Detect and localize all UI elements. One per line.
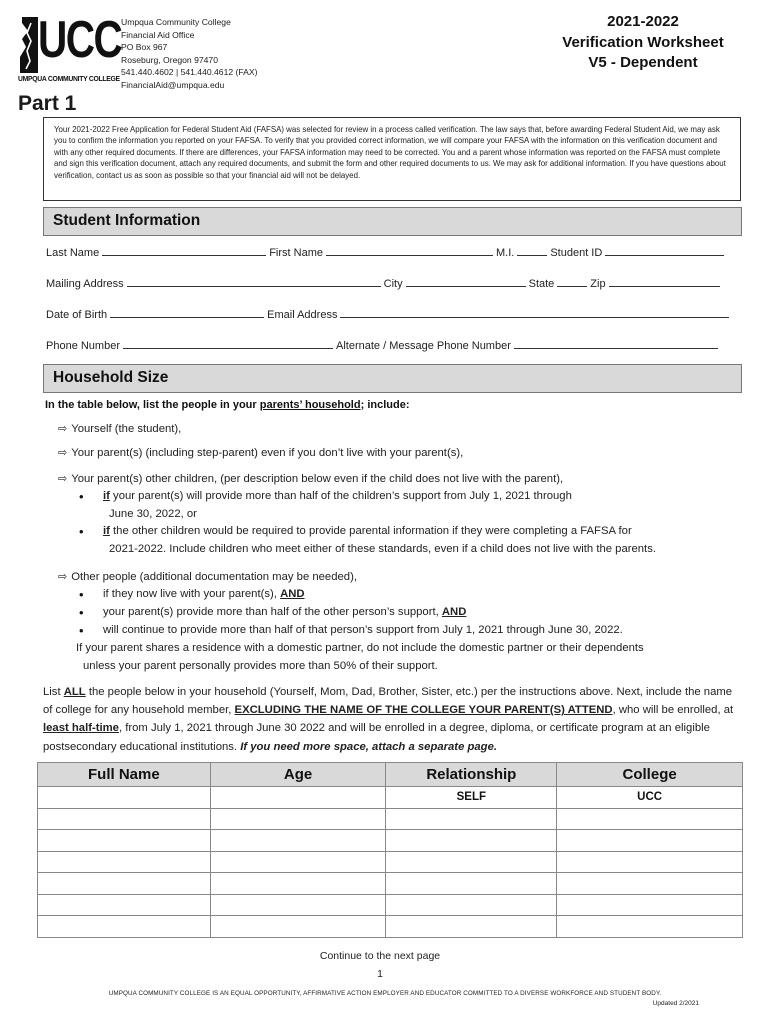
table-cell[interactable] xyxy=(38,894,211,916)
student-info-heading: Student Information xyxy=(43,207,742,236)
address-row xyxy=(46,277,740,290)
table-cell[interactable] xyxy=(38,830,211,852)
office-address xyxy=(121,16,258,92)
household-lead-text: In the table below, list the people in your xyxy=(45,399,260,411)
sub-item xyxy=(103,588,305,600)
table-cell[interactable] xyxy=(38,787,211,809)
instructions-paragraph xyxy=(43,683,743,756)
email-label: Email Address xyxy=(267,309,338,321)
table-cell[interactable]: UCC xyxy=(557,787,743,809)
bullet-icon: • xyxy=(79,605,84,620)
bullet-icon: • xyxy=(79,587,84,602)
form-subtitle: V5 - Dependent xyxy=(588,54,698,71)
intro-box: Your 2021-2022 Free Application for Federal Student Aid (FAFSA) was selected for review in a process called verification. The law says that, before awarding Federal Student Aid, we may ask you to confirm the information you reported on your FAFSA. To verify that you provided correct information, we will compare your FAFSA with the information on this verification document and with any other required documents. If there are differences, your FAFSA information may need to be corrected. You and a parent whose information was reported on the FAFSA must complete and sign this verification document, attach any required documents, and submit the form and other required documents to us. We may ask for additional information. If you have questions about verification, contact us as soon as possible so that your financial aid will not be delayed. xyxy=(43,117,741,201)
household-lead xyxy=(45,399,409,411)
table-cell[interactable] xyxy=(557,916,743,938)
para-text: the people below in your household (Yourself, Mom, Dad, Brother, Sister, etc.) per the instructions above. Next, include the name of college for any household member, xyxy=(43,686,733,717)
column-header-full-name: Full Name xyxy=(38,763,211,787)
table-cell[interactable] xyxy=(210,851,386,873)
list-item xyxy=(58,446,463,459)
sub-item-text: your parent(s) will provide more than half of the children’s support from July 1, 2021 through xyxy=(109,490,572,502)
table-cell[interactable] xyxy=(210,916,386,938)
list-item xyxy=(58,570,357,583)
alt-phone-label: Alternate / Message Phone Number xyxy=(336,340,511,352)
college-logo xyxy=(18,11,122,87)
updated-date: Updated 2/2021 xyxy=(652,1000,699,1007)
list-item-text: Your parent(s) (including step-parent) even if you don’t live with your parent(s), xyxy=(71,447,464,459)
list-item xyxy=(58,422,181,435)
dob-row xyxy=(46,308,740,321)
bullet-icon: • xyxy=(79,489,84,504)
bullet-icon: • xyxy=(79,524,84,539)
para-italic-note: If you need more space, attach a separate page. xyxy=(240,740,497,753)
household-lead-text-end: ; include: xyxy=(360,399,410,411)
sub-item: will continue to provide more than half of that person’s support from July 1, 2021 through June 30, 2022. xyxy=(103,624,623,636)
sub-item-emphasis: if xyxy=(103,525,110,537)
mailing-address-label: Mailing Address xyxy=(46,278,124,290)
table-row xyxy=(38,894,743,916)
table-header-row xyxy=(38,763,743,787)
state-label: State xyxy=(528,278,555,290)
state-field[interactable] xyxy=(557,277,587,287)
list-item-text: Your parent(s) other children, (per description below even if the child does not live with the parent), xyxy=(71,473,564,485)
mi-label: M.I. xyxy=(495,247,515,259)
table-cell[interactable] xyxy=(38,916,211,938)
table-cell[interactable] xyxy=(557,894,743,916)
tree-emblem-icon xyxy=(18,17,38,73)
phone-label: Phone Number xyxy=(46,340,120,352)
table-row xyxy=(38,830,743,852)
equal-opportunity-statement: UMPQUA COMMUNITY COLLEGE IS AN EQUAL OPPORTUNITY, AFFIRMATIVE ACTION EMPLOYER AND EDUCATOR COMMITTED TO A DIVERSE WORKFORCE AND STUDENT BODY. xyxy=(108,990,662,997)
sub-item-text: your parent(s) provide more than half of the other person’s support, xyxy=(103,606,442,618)
para-text: , from July 1, 2021 through June 30 2022 and will be enrolled in a degree, diploma, or certificate program at an eligible postsecondary educational institutions. xyxy=(43,722,710,753)
household-table xyxy=(37,762,743,938)
table-cell[interactable] xyxy=(38,851,211,873)
list-item xyxy=(58,472,563,485)
table-cell[interactable] xyxy=(386,873,557,895)
first-name-field[interactable] xyxy=(326,246,493,256)
zip-label: Zip xyxy=(590,278,606,290)
name-row xyxy=(46,246,740,259)
para-emphasis: least half-time xyxy=(43,722,119,735)
table-cell[interactable]: SELF xyxy=(386,787,557,809)
column-header-relationship: Relationship xyxy=(386,763,557,787)
table-cell[interactable] xyxy=(210,873,386,895)
domestic-partner-note: If your parent shares a residence with a domestic partner, do not include the domestic partner or their dependents xyxy=(76,642,644,654)
para-text: , who will be enrolled, at xyxy=(612,704,734,717)
table-row xyxy=(38,787,743,809)
arrow-icon: ⇨ xyxy=(58,571,68,583)
city-field[interactable] xyxy=(406,277,526,287)
phone-field[interactable] xyxy=(123,339,333,349)
table-cell[interactable] xyxy=(38,873,211,895)
table-cell[interactable] xyxy=(210,808,386,830)
mi-field[interactable] xyxy=(517,246,547,256)
form-year: 2021-2022 xyxy=(607,13,679,30)
column-header-age: Age xyxy=(210,763,386,787)
address-line: Financial Aid Office xyxy=(121,29,195,40)
list-item-text: Yourself (the student), xyxy=(71,423,182,435)
para-text: List xyxy=(43,686,64,698)
last-name-field[interactable] xyxy=(102,246,266,256)
table-cell[interactable] xyxy=(210,787,386,809)
city-label: City xyxy=(383,278,403,290)
student-id-field[interactable] xyxy=(605,246,724,256)
para-emphasis: EXCLUDING THE NAME OF THE COLLEGE YOUR PARENT(S) ATTEND xyxy=(234,704,613,717)
sub-item xyxy=(103,606,466,618)
table-cell[interactable] xyxy=(557,830,743,852)
sub-item-cont: June 30, 2022, or xyxy=(109,508,197,520)
mailing-address-field[interactable] xyxy=(127,277,381,287)
address-line: 541.440.4602 | 541.440.4612 (FAX) xyxy=(121,67,258,78)
last-name-label: Last Name xyxy=(46,247,100,259)
table-cell[interactable] xyxy=(386,808,557,830)
alt-phone-field[interactable] xyxy=(514,339,718,349)
household-lead-underlined: parents’ household xyxy=(259,399,361,411)
email-field[interactable] xyxy=(340,308,729,318)
dob-field[interactable] xyxy=(110,308,264,318)
table-cell[interactable] xyxy=(557,808,743,830)
continue-note: Continue to the next page xyxy=(319,950,441,962)
address-line: Roseburg, Oregon 97470 xyxy=(121,54,218,65)
table-row xyxy=(38,808,743,830)
table-row xyxy=(38,916,743,938)
address-line: PO Box 967 xyxy=(121,42,168,53)
zip-field[interactable] xyxy=(609,277,720,287)
table-cell[interactable] xyxy=(210,894,386,916)
table-cell[interactable] xyxy=(386,894,557,916)
table-cell[interactable] xyxy=(386,830,557,852)
table-cell[interactable] xyxy=(210,830,386,852)
address-email: FinancialAid@umpqua.edu xyxy=(121,79,225,90)
sub-item xyxy=(103,525,632,537)
table-cell[interactable] xyxy=(557,873,743,895)
student-id-label: Student ID xyxy=(550,247,603,259)
bullet-icon: • xyxy=(79,623,84,638)
table-cell[interactable] xyxy=(38,808,211,830)
sub-item-emphasis: if xyxy=(103,490,110,502)
phone-row xyxy=(46,339,740,352)
logo-letters: UCC xyxy=(38,11,122,69)
table-row xyxy=(38,873,743,895)
sub-item-cont: 2021-2022. Include children who meet either of these standards, even if a child does not live with the parents. xyxy=(109,543,656,555)
sub-item-emphasis: AND xyxy=(280,588,305,600)
arrow-icon: ⇨ xyxy=(58,423,68,435)
sub-item xyxy=(103,490,572,502)
sub-item-emphasis: AND xyxy=(441,606,467,618)
form-title-block xyxy=(540,12,746,74)
para-emphasis: ALL xyxy=(63,686,86,698)
table-cell[interactable] xyxy=(557,851,743,873)
first-name-label: First Name xyxy=(269,247,323,259)
table-row xyxy=(38,851,743,873)
dob-label: Date of Birth xyxy=(46,309,108,321)
household-heading: Household Size xyxy=(43,364,742,393)
arrow-icon: ⇨ xyxy=(58,473,68,485)
list-item-text: Other people (additional documentation may be needed), xyxy=(71,571,357,583)
part-heading: Part 1 xyxy=(18,92,77,115)
sub-item-text: the other children would be required to provide parental information if they were completing a FAFSA for xyxy=(109,525,632,537)
column-header-college: College xyxy=(557,763,743,787)
arrow-icon: ⇨ xyxy=(58,447,68,459)
page-number: 1 xyxy=(377,968,383,980)
address-line: Umpqua Community College xyxy=(121,17,231,27)
table-cell[interactable] xyxy=(386,851,557,873)
form-title: Verification Worksheet xyxy=(562,33,724,51)
domestic-partner-note-cont: unless your parent personally provides more than 50% of their support. xyxy=(83,660,438,672)
table-cell[interactable] xyxy=(386,916,557,938)
sub-item-text: if they now live with your parent(s), xyxy=(103,588,281,600)
logo-tagline: UMPQUA COMMUNITY COLLEGE xyxy=(18,74,120,83)
